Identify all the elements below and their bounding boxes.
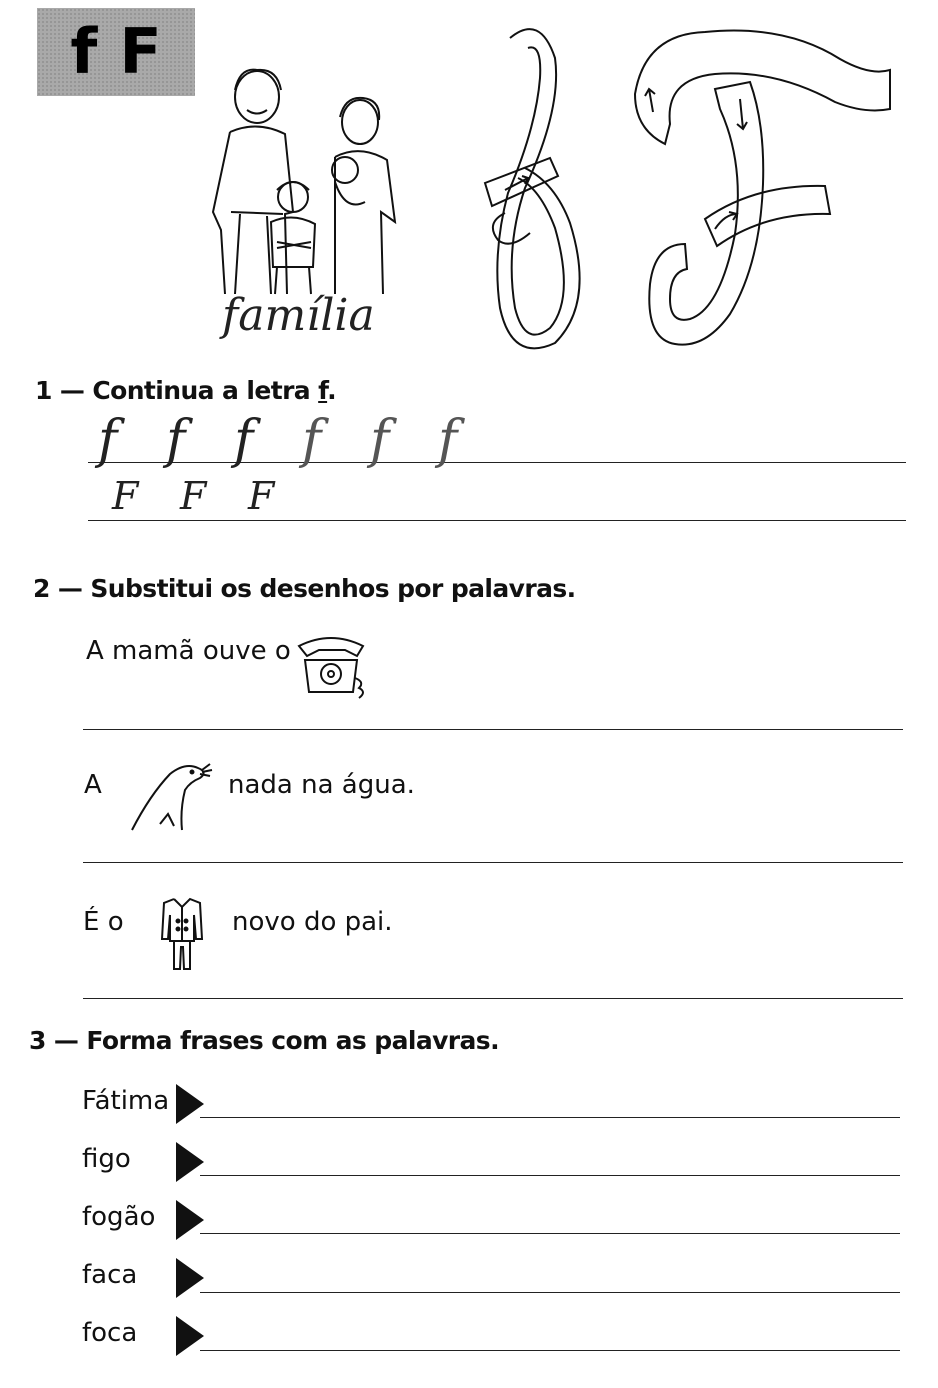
- writing-line-1b: [88, 520, 906, 521]
- cursive-F-2: F: [180, 474, 207, 518]
- header-letter-lower: f: [70, 15, 98, 88]
- question-3-title: 3 — Forma frases com as palavras.: [29, 1026, 499, 1055]
- sentence-3-before: É o: [83, 907, 124, 937]
- word-line-5: [200, 1350, 900, 1351]
- cursive-f-5: f: [370, 410, 390, 470]
- sentence-3-after: novo do pai.: [232, 907, 393, 937]
- word-foca: foca: [82, 1318, 138, 1348]
- cursive-f-4: f: [302, 410, 322, 470]
- question-1-letter: f: [318, 376, 328, 405]
- sentence-2-after: nada na água.: [228, 770, 415, 800]
- word-faca: faca: [82, 1260, 138, 1290]
- word-line-3: [200, 1233, 900, 1234]
- cursive-F-3: F: [248, 474, 275, 518]
- illustration-caption: família: [222, 290, 375, 341]
- cursive-f-2: f: [166, 410, 186, 470]
- cursive-f-stroke-guide-icon: [470, 18, 600, 348]
- answer-line-3: [83, 998, 903, 999]
- word-fogao: fogão: [82, 1202, 156, 1232]
- triangle-pointer-icon: [176, 1142, 204, 1182]
- word-line-4: [200, 1292, 900, 1293]
- word-line-2: [200, 1175, 900, 1176]
- answer-line-2: [83, 862, 903, 863]
- family-illustration: [195, 62, 410, 302]
- telephone-icon: [293, 632, 369, 698]
- cursive-f-6: f: [438, 410, 458, 470]
- writing-line-1a: [88, 462, 906, 463]
- triangle-pointer-icon: [176, 1084, 204, 1124]
- cursive-F-stroke-guide-icon: [625, 14, 900, 354]
- cursive-f-3: f: [234, 410, 254, 470]
- letter-header: [37, 8, 195, 96]
- header-letter-upper: F: [119, 15, 162, 88]
- seal-icon: [130, 760, 212, 834]
- word-fatima: Fátima: [82, 1086, 170, 1116]
- cursive-F-1: F: [112, 474, 139, 518]
- sentence-1-before: A mamã ouve o: [86, 636, 291, 666]
- answer-line-1: [83, 729, 903, 730]
- suit-icon: [160, 895, 204, 971]
- word-line-1: [200, 1117, 900, 1118]
- sentence-2-before: A: [84, 770, 102, 800]
- question-2-title: 2 — Substitui os desenhos por palavras.: [33, 574, 576, 603]
- cursive-f-1: f: [98, 410, 118, 470]
- question-1-title: 1 — Continua a letra f.: [35, 376, 336, 405]
- triangle-pointer-icon: [176, 1200, 204, 1240]
- word-figo: figo: [82, 1144, 131, 1174]
